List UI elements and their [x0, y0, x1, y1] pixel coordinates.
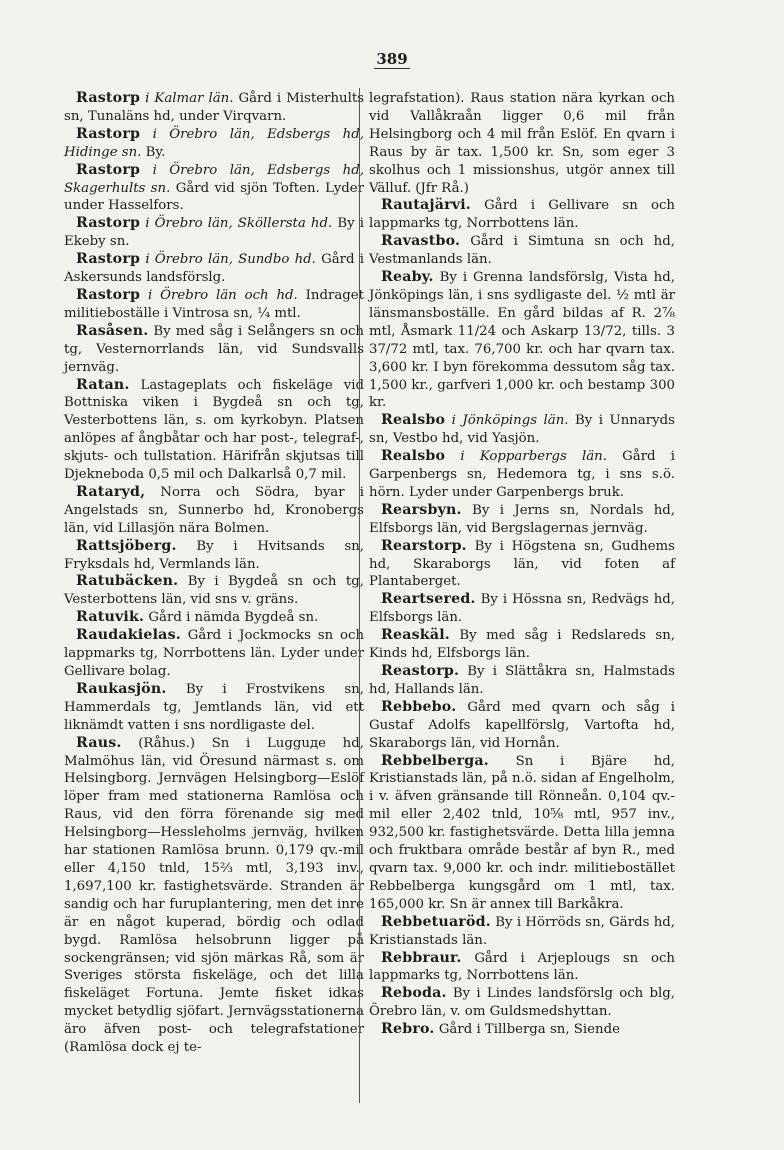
dictionary-entry: [64, 377, 364, 484]
entry-headword: Rebbelberga.: [381, 752, 489, 769]
entry-text: By i Slättåkra sn, Halmstads hd, Hallands län.: [369, 664, 675, 697]
left-column: [64, 90, 364, 1057]
dictionary-entry: [369, 448, 675, 502]
entry-headword: Rautajärvi.: [381, 197, 471, 214]
entry-text: legrafstation). Raus station nära kyrkan och vid Vallåkraån ligger 0,6 mil från Helsingborg och 4 mil från Eslöf. En qvarn i Raus by är tax. 1,500 kr. Sn, som eger 3 skolhus och 1 missionshus, utgör annex till Välluf. (Jfr Rå.): [369, 91, 675, 196]
dictionary-entry: [64, 323, 364, 377]
entry-headword: Rebbetuaröd.: [381, 913, 491, 930]
dictionary-entry: [369, 538, 675, 592]
entry-text: Indraget militieboställe i Vintrosa sn, ¼ mtl.: [64, 287, 364, 321]
entry-text: Norra och Södra, byar i Angelstads sn, Sunnerbo hd, Kronobergs län, vid Lillasjön nära Bolmen.: [64, 484, 364, 536]
entry-headword: Reartsered.: [381, 591, 476, 608]
entry-headword: Reastorp.: [381, 663, 460, 679]
entry-location: i Örebro län, Sundbo hd.: [145, 252, 316, 268]
entry-text: Gård i Garpenbergs sn, Hedemora tg, i sns s.ö. hörn. Lyder under Garpenbergs bruk.: [369, 449, 676, 500]
dictionary-entry: [64, 287, 364, 323]
dictionary-entry: [64, 609, 364, 627]
entry-text: By med såg i Selångers sn och tg, Vesternorrlands län, vid Sundsvalls jernväg.: [64, 323, 364, 375]
dictionary-entry: [64, 162, 364, 216]
entry-headword: Realsbo: [381, 448, 446, 465]
dictionary-entry: [369, 197, 675, 233]
entry-headword: Ravastbo.: [381, 233, 461, 250]
dictionary-entry: [64, 627, 364, 681]
entry-text: Gård i Jockmocks sn och lappmarks tg, Norrbottens län. Lyder under Gellivare bolag.: [64, 628, 365, 679]
page-number: 389: [376, 50, 408, 68]
entry-text: Gård med qvarn och såg i Gustaf Adolfs kapellförslg, Vartofta hd, Skaraborgs län, vid Hornån.: [369, 699, 675, 751]
right-column: [369, 90, 675, 1039]
dictionary-entry: [369, 627, 675, 663]
dictionary-entry: [369, 753, 675, 914]
dictionary-entry: [369, 412, 675, 448]
entry-text: By i Hörröds sn, Gärds hd, Kristianstads län.: [369, 914, 676, 948]
dictionary-entry: [64, 681, 364, 735]
entry-text: (Råhus.) Sn i Lugguде hd, Malmöhus län, vid Öresund närmast s. om Helsingborg. Jernvägen Helsingborg—Eslöf löper fram med stationerna Ramlösa och Raus, vid den förra förenande sig med Helsingborg—Hessleholms jernväg, hvilken har stationen Ramlösa brunn. 0,179 qv.-mil eller 4,150 tnld, 15⅔ mtl, 3,193 inv., 1,697,100 kr. fastighetsvärde. Stranden är sandig och har furuplantering, men det inre är en något kuperad, bördig och odlad bygd. Ramlösa helsobrunn ligger på sockengränsen; vid sjön märkas Rå, som är Sveriges största fiskeläge, och det lilla fiskeläget Fortuna. Jemte fisket idkas mycket betydlig sjöfart. Jernvägsstationerna äro äfven post- och telegrafstationer (Ramlösa dock ej te-: [64, 735, 364, 1056]
entry-text: Gård i Misterhults sn, Tunaläns hd, under Virqvarn.: [64, 91, 364, 124]
entry-headword: Raudakielas.: [76, 627, 181, 644]
column-divider: [359, 88, 360, 1103]
entry-headword: Rataryd,: [76, 483, 146, 500]
entry-headword: Rebbebo.: [381, 698, 457, 715]
entry-headword: Reaskäl.: [381, 627, 450, 644]
entry-headword: Raus.: [76, 734, 122, 751]
dictionary-entry: [369, 269, 675, 412]
entry-location: i Örebro län och hd.: [147, 287, 298, 303]
entry-text: By i Jerns sn, Nordals hd, Elfsborgs län, vid Bergslagernas jernväg.: [369, 502, 675, 536]
entry-headword: Rastorp: [76, 215, 141, 232]
dictionary-entry: [369, 663, 675, 699]
entry-headword: Rearstorp.: [381, 537, 467, 554]
entry-headword: Rattsjöberg.: [76, 537, 177, 554]
entry-text: By i Bygdeå sn och tg, Vesterbottens län, vid sns v. gräns.: [64, 574, 364, 608]
entry-text: By.: [145, 144, 166, 160]
entry-location: i Jönköpings län.: [451, 413, 569, 429]
entry-text: By i Hössna sn, Redvägs hd, Elfsborgs län.: [369, 592, 676, 626]
entry-headword: Rastorp: [76, 161, 141, 178]
dictionary-entry: [369, 950, 675, 986]
entry-headword: Rebbraur.: [381, 949, 462, 966]
dictionary-entry: [369, 502, 675, 538]
entry-location: i Örebro län, Sköllersta hd.: [145, 216, 333, 232]
entry-text: Lastageplats och fiskeläge vid Bottniska viken i Bygdeå sn och tg, Vesterbottens län, s. om kyrkobyn. Platsen anlöpes af ångbåtar och har post-, telegraf-, skjuts- och tullstation. Härifrån skjutsas till Djekneboda 0,5 mil och Dalkarlså 0,7 mil.: [64, 377, 364, 483]
entry-text: By med såg i Redslareds sn, Kinds hd, Elfsborgs län.: [369, 628, 675, 662]
entry-headword: Ratuvik.: [76, 609, 145, 626]
entry-headword: Realsbo: [381, 412, 446, 429]
dictionary-entry: [64, 215, 364, 251]
entry-headword: Rearsbyn.: [381, 501, 462, 518]
dictionary-entry: [64, 90, 364, 126]
entry-headword: Rastorp: [76, 286, 141, 303]
entry-text: By i Grenna landsförslg, Vista hd, Jönköpings län, i sns sydligaste del. ½ mtl är länsmansboställe. En gård bildas af R. 2⅞ mtl, Åsmark 11/24 och Askarp 13/72, tills. 3 37/72 mtl, tax. 76,700 kr. och har qvarn tax. 3,600 kr. I byn förekomma dessutom såg tax. 1,500 kr., garfveri 1,000 kr. och bestamp 300 kr.: [369, 270, 675, 411]
entry-headword: Reboda.: [381, 985, 447, 1002]
entry-location: i Örebro län, Edsbergs hd, Hidinge sn.: [64, 126, 364, 160]
dictionary-entry: [369, 985, 675, 1021]
entry-text: By i Ekeby sn.: [64, 216, 364, 250]
entry-headword: Ratubäcken.: [76, 573, 179, 590]
entry-location: i Kalmar län.: [145, 91, 234, 106]
entry-headword: Ratan.: [76, 376, 130, 393]
dictionary-entry: [64, 735, 364, 1057]
entry-headword: Reaby.: [381, 269, 434, 286]
entry-text: Gård i nämda Bygdeå sn.: [148, 610, 319, 626]
entry-text: By i Frostvikens sn, Hammerdals tg, Jemtlands län, vid ett liknämdt vatten i sns nordligaste del.: [64, 681, 364, 733]
entry-location: i Kopparbergs län.: [460, 449, 607, 465]
dictionary-entry: [64, 538, 364, 574]
entry-headword: Raukasjön.: [76, 680, 167, 697]
dictionary-entry: [369, 591, 675, 627]
dictionary-entry: [64, 251, 364, 287]
dictionary-entry: [369, 914, 675, 950]
dictionary-entry: [64, 573, 364, 609]
entry-headword: Rebro.: [381, 1021, 435, 1038]
entry-text: By i Lindes landsförslg och blg, Örebro län, v. om Guldsmedshyttan.: [369, 986, 675, 1020]
entry-text: Sn i Bjäre hd, Kristianstads län, på n.ö. sidan af Engelholm, i v. äfven gränsande till Rönneån. 0,104 qv.-mil eller 2,402 tnld, 10⅝ mtl, 957 inv., 932,500 kr. fastighetsvärde. Detta lilla jemna och fruktbara område består af byn R., med qvarn tax. 9,000 kr. och indr. militiebostället Rebbelberga kungsgård om 1 mtl, tax. 165,000 kr. Sn är annex till Barkåkra.: [369, 753, 675, 912]
dictionary-entry: [369, 90, 675, 197]
entry-text: Gård i Gellivare sn och lappmarks tg, Norrbottens län.: [369, 198, 675, 232]
entry-headword: Rastorp: [76, 90, 141, 106]
entry-text: Gård vid sjön Toften. Lyder under Hasselfors.: [64, 180, 364, 214]
dictionary-entry: [369, 1021, 675, 1039]
entry-text: Gård i Tillberga sn, Siende: [438, 1022, 620, 1038]
entry-headword: Rasåsen.: [76, 322, 149, 339]
dictionary-entry: [369, 233, 675, 269]
entry-text: By i Högstena sn, Gudhems hd, Skaraborgs län, vid foten af Plantaberget.: [369, 538, 675, 590]
entry-text: By i Hvitsands sn, Fryksdals hd, Vermlands län.: [64, 538, 364, 572]
dictionary-entry: [64, 126, 364, 162]
entry-text: Gård i Askersunds landsförslg.: [64, 252, 364, 286]
dictionary-entry: [369, 699, 675, 753]
entry-location: i Örebro län, Edsbergs hd, Skagerhults sn.: [64, 162, 364, 196]
entry-headword: Rastorp: [76, 125, 141, 142]
entry-text: Gård i Simtuna sn och hd, Vestmanlands län.: [369, 234, 675, 268]
entry-text: By i Unnaryds sn, Vestbo hd, vid Yasjön.: [369, 413, 675, 447]
entry-headword: Rastorp: [76, 251, 141, 268]
entry-text: Gård i Arjeplougs sn och lappmarks tg, Norrbottens län.: [369, 950, 675, 984]
dictionary-entry: [64, 484, 364, 538]
